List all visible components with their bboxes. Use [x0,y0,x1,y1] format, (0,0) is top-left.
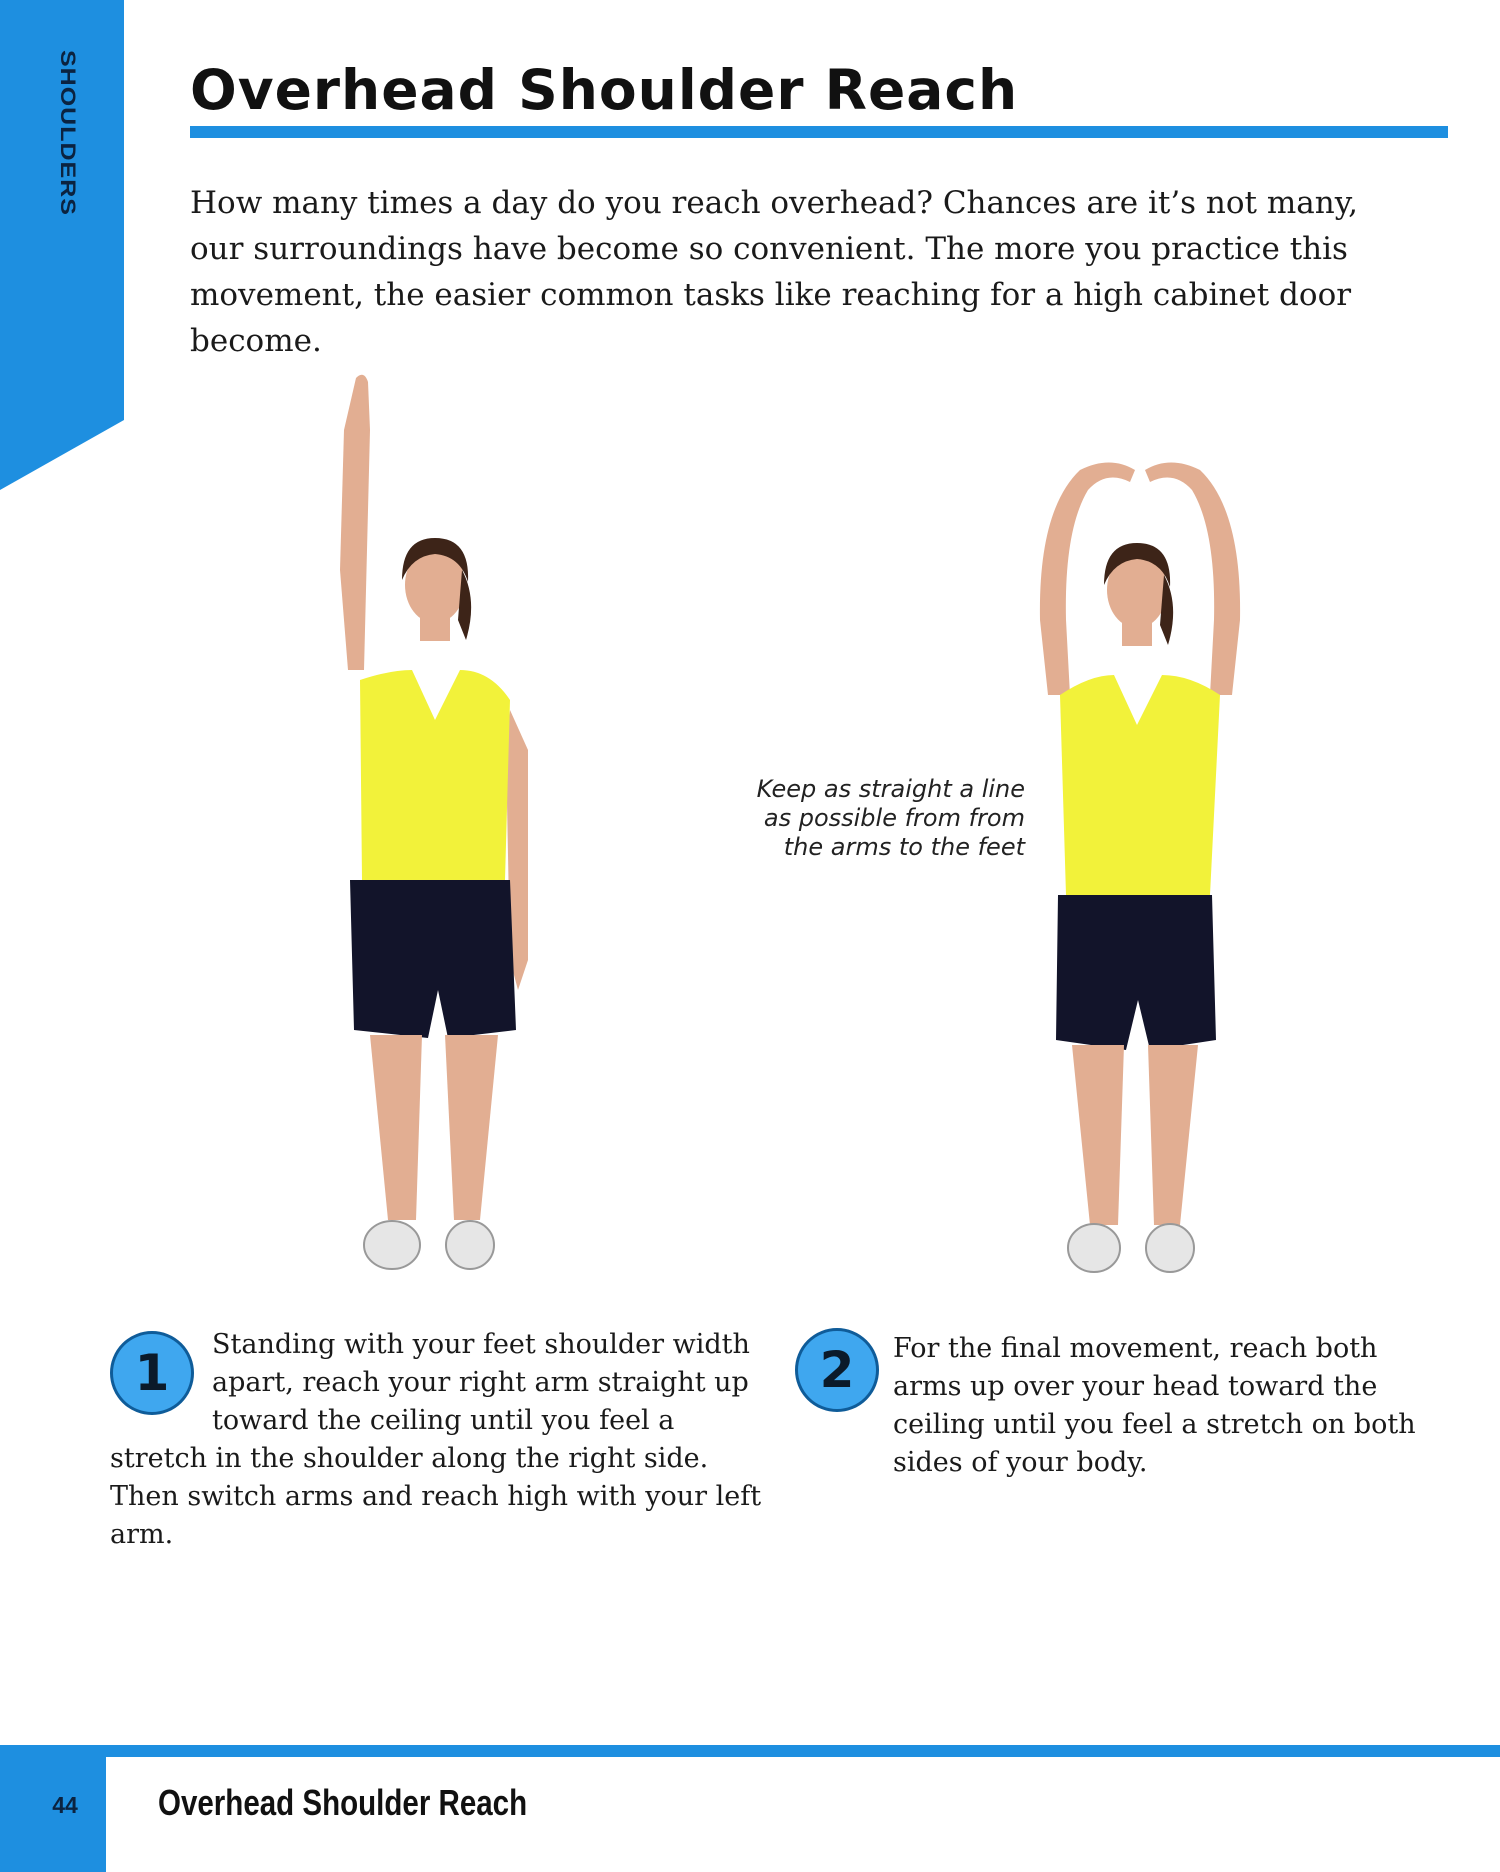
intro-paragraph: How many times a day do you reach overhead? Chances are it’s not many, our surroundings have become so convenient. The more you practice this movement, the easier common tasks like reaching for a high cabinet door become. [190,185,1358,359]
section-tab-label: SHOULDERS [55,50,80,216]
page-title: Overhead Shoulder Reach [190,58,1019,122]
running-footer-title: Overhead Shoulder Reach [158,1782,528,1823]
woman-reaching-one-arm-photo [330,370,550,1290]
step-2-text: For the final movement, reach both arms up over your head toward the ceiling until you feel a stretch on both sides of your body. [893,1333,1416,1478]
woman-reaching-both-arms-photo [1030,450,1250,1290]
title-rule [190,126,1448,138]
step-2-badge: 2 [795,1328,879,1412]
step-1-badge: 1 [110,1331,194,1415]
step-1-text: Standing with your feet shoulder width apart, reach your right arm straight up toward the ceiling until you feel a stretch in the shoulder along the right side. Then switch arms and reach high with your left arm. [110,1329,762,1550]
page-number: 44 [52,1792,78,1818]
photo-caption: Keep as straight a line as possible from from the arms to the feet [756,775,1025,861]
footer-rule [0,1745,1500,1757]
